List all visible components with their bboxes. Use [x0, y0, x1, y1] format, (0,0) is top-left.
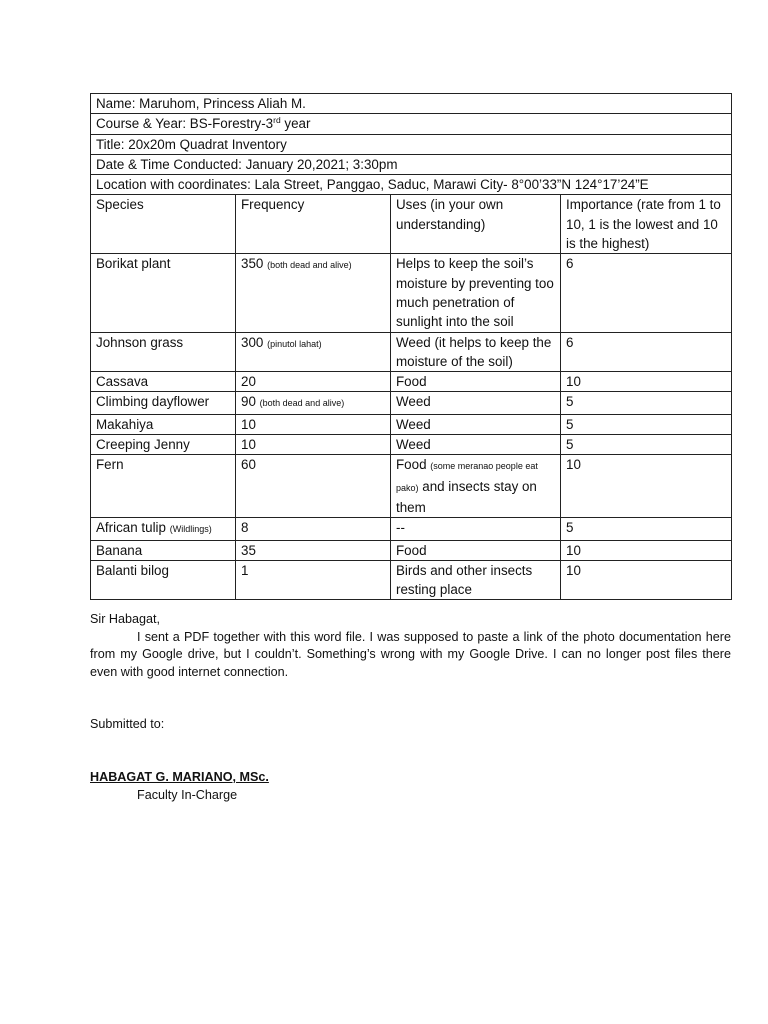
- frequency-cell: [236, 332, 391, 372]
- frequency-cell: [236, 518, 391, 540]
- course-suffix: year: [280, 116, 311, 132]
- uses-text-continued: and insects stay on them: [396, 478, 537, 515]
- info-row-title: [91, 134, 732, 154]
- frequency-cell: [236, 414, 391, 434]
- info-row-date: [91, 154, 732, 174]
- course-cell: [91, 114, 732, 134]
- importance-value: 5: [566, 437, 574, 453]
- frequency-value: 10: [241, 437, 256, 453]
- header-frequency: Frequency: [236, 195, 391, 254]
- importance-cell: [561, 414, 732, 434]
- importance-cell: [561, 372, 732, 392]
- info-row-name: [91, 94, 732, 114]
- uses-cell: [391, 332, 561, 372]
- letter-body: I sent a PDF together with this word file. I was supposed to paste a link of the photo documentation here from my Google drive, but I couldn’t. Something’s wrong with my Google Drive. I can no longer post files there even with good internet connection.: [90, 629, 731, 679]
- frequency-value: 90: [241, 394, 256, 410]
- date-cell: Date & Time Conducted: January 20,2021; 3:30pm: [91, 154, 732, 174]
- uses-cell: [391, 455, 561, 518]
- table-row: [91, 372, 732, 392]
- frequency-note: (both dead and alive): [267, 260, 352, 271]
- species-cell: [91, 518, 236, 540]
- importance-cell: [561, 254, 732, 332]
- uses-text: --: [396, 520, 405, 536]
- uses-text: Food: [396, 457, 427, 473]
- importance-cell: [561, 560, 732, 600]
- importance-value: 10: [566, 542, 581, 558]
- species-cell: [91, 455, 236, 518]
- uses-cell: [391, 518, 561, 540]
- importance-cell: [561, 392, 732, 414]
- importance-value: 10: [566, 562, 581, 578]
- species-name: African tulip: [96, 520, 166, 536]
- salutation: Sir Habagat,: [90, 612, 161, 626]
- header-importance: Importance (rate from 1 to 10, 1 is the lowest and 10 is the highest): [561, 195, 732, 254]
- uses-text: Food: [396, 374, 427, 390]
- importance-cell: [561, 518, 732, 540]
- table-row: [91, 254, 732, 332]
- table-row: [91, 414, 732, 434]
- uses-cell: [391, 540, 561, 560]
- species-cell: [91, 254, 236, 332]
- frequency-value: 35: [241, 542, 256, 558]
- species-cell: [91, 540, 236, 560]
- frequency-note: (both dead and alive): [259, 398, 345, 409]
- species-rows: [91, 254, 732, 600]
- frequency-cell: [236, 372, 391, 392]
- species-name: Makahiya: [96, 416, 154, 432]
- course-prefix: Course & Year: BS-Forestry-3: [96, 116, 274, 132]
- info-row-course: [91, 114, 732, 134]
- column-header-row: [91, 195, 732, 254]
- uses-text: Food: [396, 542, 427, 558]
- species-cell: [91, 560, 236, 600]
- frequency-cell: [236, 435, 391, 455]
- frequency-value: 350: [241, 256, 264, 272]
- header-species: Species: [91, 195, 236, 254]
- species-name: Climbing dayflower: [96, 394, 210, 410]
- importance-value: 5: [566, 416, 574, 432]
- frequency-value: 300: [241, 334, 264, 350]
- species-cell: [91, 372, 236, 392]
- frequency-value: 8: [241, 520, 249, 536]
- uses-cell: [391, 392, 561, 414]
- importance-value: 10: [566, 374, 581, 390]
- uses-note: (some meranao people eat pako): [396, 461, 538, 493]
- frequency-value: 20: [241, 374, 256, 390]
- importance-cell: [561, 540, 732, 560]
- importance-cell: [561, 455, 732, 518]
- uses-text: Weed (it helps to keep the moisture of the soil): [396, 334, 552, 369]
- frequency-cell: [236, 560, 391, 600]
- frequency-value: 1: [241, 562, 249, 578]
- table-row: [91, 560, 732, 600]
- importance-value: 10: [566, 457, 581, 473]
- frequency-cell: [236, 540, 391, 560]
- species-name: Creeping Jenny: [96, 437, 190, 453]
- species-name: Borikat plant: [96, 256, 171, 272]
- uses-text: Weed: [396, 437, 431, 453]
- species-cell: [91, 435, 236, 455]
- uses-text: Weed: [396, 394, 431, 410]
- importance-value: 5: [566, 394, 574, 410]
- uses-cell: [391, 254, 561, 332]
- location-cell: Location with coordinates: Lala Street, Panggao, Saduc, Marawi City- 8°00’33”N 124°17’24”E: [91, 175, 732, 195]
- header-uses: Uses (in your own understanding): [391, 195, 561, 254]
- uses-cell: [391, 414, 561, 434]
- species-name: Cassava: [96, 374, 149, 390]
- uses-cell: [391, 372, 561, 392]
- table-row: [91, 435, 732, 455]
- importance-cell: [561, 435, 732, 455]
- title-cell: Title: 20x20m Quadrat Inventory: [91, 134, 732, 154]
- species-name: Fern: [96, 457, 124, 473]
- info-row-location: [91, 175, 732, 195]
- species-cell: [91, 392, 236, 414]
- species-note: (Wildlings): [169, 524, 212, 535]
- table-row: [91, 518, 732, 540]
- importance-cell: [561, 332, 732, 372]
- uses-text: Birds and other insects resting place: [396, 562, 533, 598]
- table-row: [91, 455, 732, 518]
- importance-value: 6: [566, 256, 574, 272]
- frequency-cell: [236, 392, 391, 414]
- frequency-note: (pinutol lahat): [267, 338, 322, 349]
- signatory-title: Faculty In-Charge: [137, 787, 238, 802]
- uses-cell: [391, 435, 561, 455]
- table-row: [91, 392, 732, 414]
- name-cell: Name: Maruhom, Princess Aliah M.: [91, 94, 732, 114]
- table-row: [91, 332, 732, 372]
- species-name: Johnson grass: [96, 334, 184, 350]
- course-superscript: rd: [273, 115, 281, 126]
- species-cell: [91, 414, 236, 434]
- species-name: Banana: [96, 542, 143, 558]
- species-cell: [91, 332, 236, 372]
- letter-block: [90, 611, 731, 804]
- table-row: [91, 540, 732, 560]
- importance-value: 6: [566, 334, 574, 350]
- frequency-cell: [236, 254, 391, 332]
- signatory-name: HABAGAT G. MARIANO, MSc.: [90, 769, 269, 784]
- uses-text: Weed: [396, 416, 431, 432]
- species-name: Balanti bilog: [96, 562, 169, 578]
- inventory-table: [90, 93, 732, 600]
- uses-text: Helps to keep the soil’s moisture by preventing too much penetration of sunlight into the soil: [396, 256, 554, 330]
- frequency-value: 60: [241, 457, 256, 473]
- frequency-value: 10: [241, 416, 256, 432]
- importance-value: 5: [566, 520, 574, 536]
- submitted-to-label: Submitted to:: [90, 717, 165, 732]
- frequency-cell: [236, 455, 391, 518]
- uses-cell: [391, 560, 561, 600]
